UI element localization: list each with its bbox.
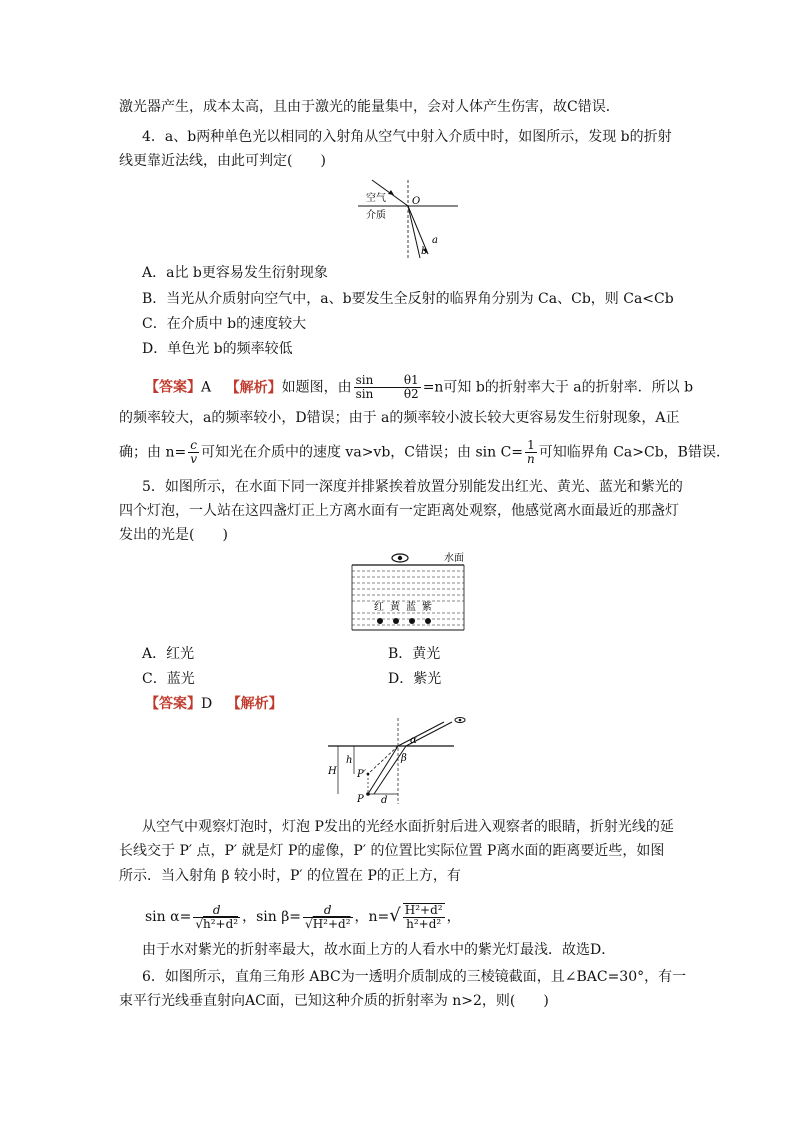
answer-value: D	[201, 696, 213, 712]
ray-b	[408, 206, 420, 258]
q5-stem-line2: 四个灯泡，一人站在这四盏灯正上方离水面有一定距离处观察，他感觉离水面最近的那盏灯	[119, 503, 679, 519]
lamp-purple	[425, 618, 431, 624]
answer-value: A	[201, 379, 212, 396]
analysis-tag: 【解析】	[226, 696, 283, 712]
sin-ratio-fraction: $\frac{\text{sin θ1}}{\text{sin θ2}}$	[355, 373, 419, 401]
q4-stem-line1: 4．a、b两种单色光以相同的入射角从空气中射入介质中时，如图所示，发现 b的折射	[142, 129, 672, 145]
point-p-prime	[367, 773, 370, 776]
q4-analysis-line2: 的频率较大，a的频率较小，D错误；由于 a的频率较小波长较大更容易发生衍射现象，A正	[119, 410, 680, 426]
water-surface-label: 水面	[444, 553, 464, 564]
beta-label: β	[401, 753, 407, 764]
P-prime-label: P′	[357, 769, 366, 780]
q5-option-b: B．黄光	[388, 646, 441, 662]
q5-conclusion: 由于水对紫光的折射率最大，故水面上方的人看水中的紫光灯最浅．故选D．	[142, 942, 616, 958]
sin-alpha-fraction: $\frac{d}{\text{√h²+d²}}$	[195, 902, 239, 931]
q5-option-d: D．紫光	[388, 671, 442, 687]
q5-explain-line1: 从空气中观察灯泡时，灯泡 P发出的光经水面折射后进入观察者的眼睛，折射光线的延	[142, 819, 674, 835]
alpha-label: α	[410, 735, 417, 746]
analysis-text: 如题图，由	[281, 379, 352, 396]
c-over-v-fraction: $\frac{c}{v}$	[190, 438, 197, 466]
n-root-fraction: $\frac{\text{H²+d²}}{\text{h²+d²}}$	[404, 903, 443, 931]
answer-tag: 【答案】	[145, 379, 201, 396]
q5-option-c: C．蓝光	[142, 671, 195, 687]
lamp-yellow-label: 黄	[390, 602, 400, 613]
q4-analysis-line1	[145, 374, 693, 401]
ray-a-label: a	[432, 235, 438, 246]
q4-option-b: B．当光从介质射向空气中，a、b要发生全反射的临界角分别为 Ca、Cb，则 Ca<Cb	[142, 291, 674, 307]
q5-formula-line: sin α= $\frac{d}{\text{√h²+d²}}$ ，sin β= $\frac{d}{\text{√H²+d²}}$ ，n=√ $\frac{\text{H²+d²}}{\text{h²+d²}}$ ，	[145, 902, 461, 931]
ray-b-label: b	[421, 246, 428, 257]
q4-stem-line2: 线更靠近法线，由此可判定( )	[119, 153, 326, 169]
point-o-label: O	[412, 196, 421, 207]
q4-analysis-line3: 确；由 n= $\frac{c}{v}$ 可知光在介质中的速度 va>vb，C错误；由 sin C= $\frac{1}{n}$ 可知临界角 Ca>Cb，B错误．	[119, 438, 730, 466]
P-label: P	[357, 794, 364, 805]
q6-stem-line2: 束平行光线垂直射向AC面，已知这种介质的折射率为 n>2，则( )	[119, 993, 549, 1009]
one-over-n-fraction: $\frac{1}{n}$	[527, 438, 535, 466]
q5-answer-line	[145, 694, 283, 714]
lamp-yellow	[393, 618, 399, 624]
q5-explain-line2: 长线交于 P′ 点，P′ 就是灯 P的虚像，P′ 的位置比实际位置 P离水面的距离要近些，如图	[119, 843, 665, 859]
point-p	[366, 792, 370, 796]
q5-option-a: A．红光	[142, 646, 195, 662]
H-label: H	[328, 766, 337, 777]
analysis-tag: 【解析】	[225, 379, 282, 396]
eye-icon	[455, 718, 465, 723]
lamp-red-label: 红	[374, 602, 384, 613]
q4-refraction-figure	[358, 176, 468, 261]
answer-tag: 【答案】	[145, 696, 201, 712]
q5-lamps-figure	[346, 548, 474, 634]
intro-line: 激光器产生，成本太高，且由于激光的能量集中，会对人体产生伤害，故C错误．	[119, 99, 620, 115]
q4-option-d: D．单色光 b的频率较低	[142, 341, 293, 357]
q5-virtual-image-figure	[326, 716, 476, 808]
lamp-purple-label: 紫	[422, 602, 432, 613]
water-hatching	[352, 571, 464, 625]
lamp-blue-label: 蓝	[406, 602, 416, 613]
q5-stem-line3: 发出的光是( )	[119, 527, 228, 543]
lamp-red	[377, 618, 383, 624]
air-label: 空气	[366, 193, 386, 204]
d-label: d	[381, 795, 388, 806]
q5-explain-line3: 所示．当入射角 β 较小时，P′ 的位置在 P的正上方，有	[119, 868, 461, 884]
sin-beta-fraction: $\frac{d}{\text{√H²+d²}}$	[305, 902, 351, 931]
q5-stem-line1: 5．如图所示，在水面下同一深度并排紧挨着放置分别能发出红光、黄光、蓝光和紫光的	[142, 479, 683, 495]
q4-option-c: C．在介质中 b的速度较大	[142, 316, 307, 332]
analysis-text: =n可知 b的折射率大于 a的折射率．所以 b	[422, 379, 694, 396]
q4-option-a: A．a比 b更容易发生衍射现象	[142, 265, 328, 281]
q6-stem-line1: 6．如图所示，直角三角形 ABC为一透明介质制成的三棱镜截面，且∠BAC=30°，有一	[142, 969, 687, 985]
h-label: h	[346, 755, 353, 766]
lamp-blue	[409, 618, 415, 624]
eye-icon	[392, 554, 408, 562]
medium-label: 介质	[366, 210, 386, 221]
refracted-ray	[398, 722, 444, 746]
